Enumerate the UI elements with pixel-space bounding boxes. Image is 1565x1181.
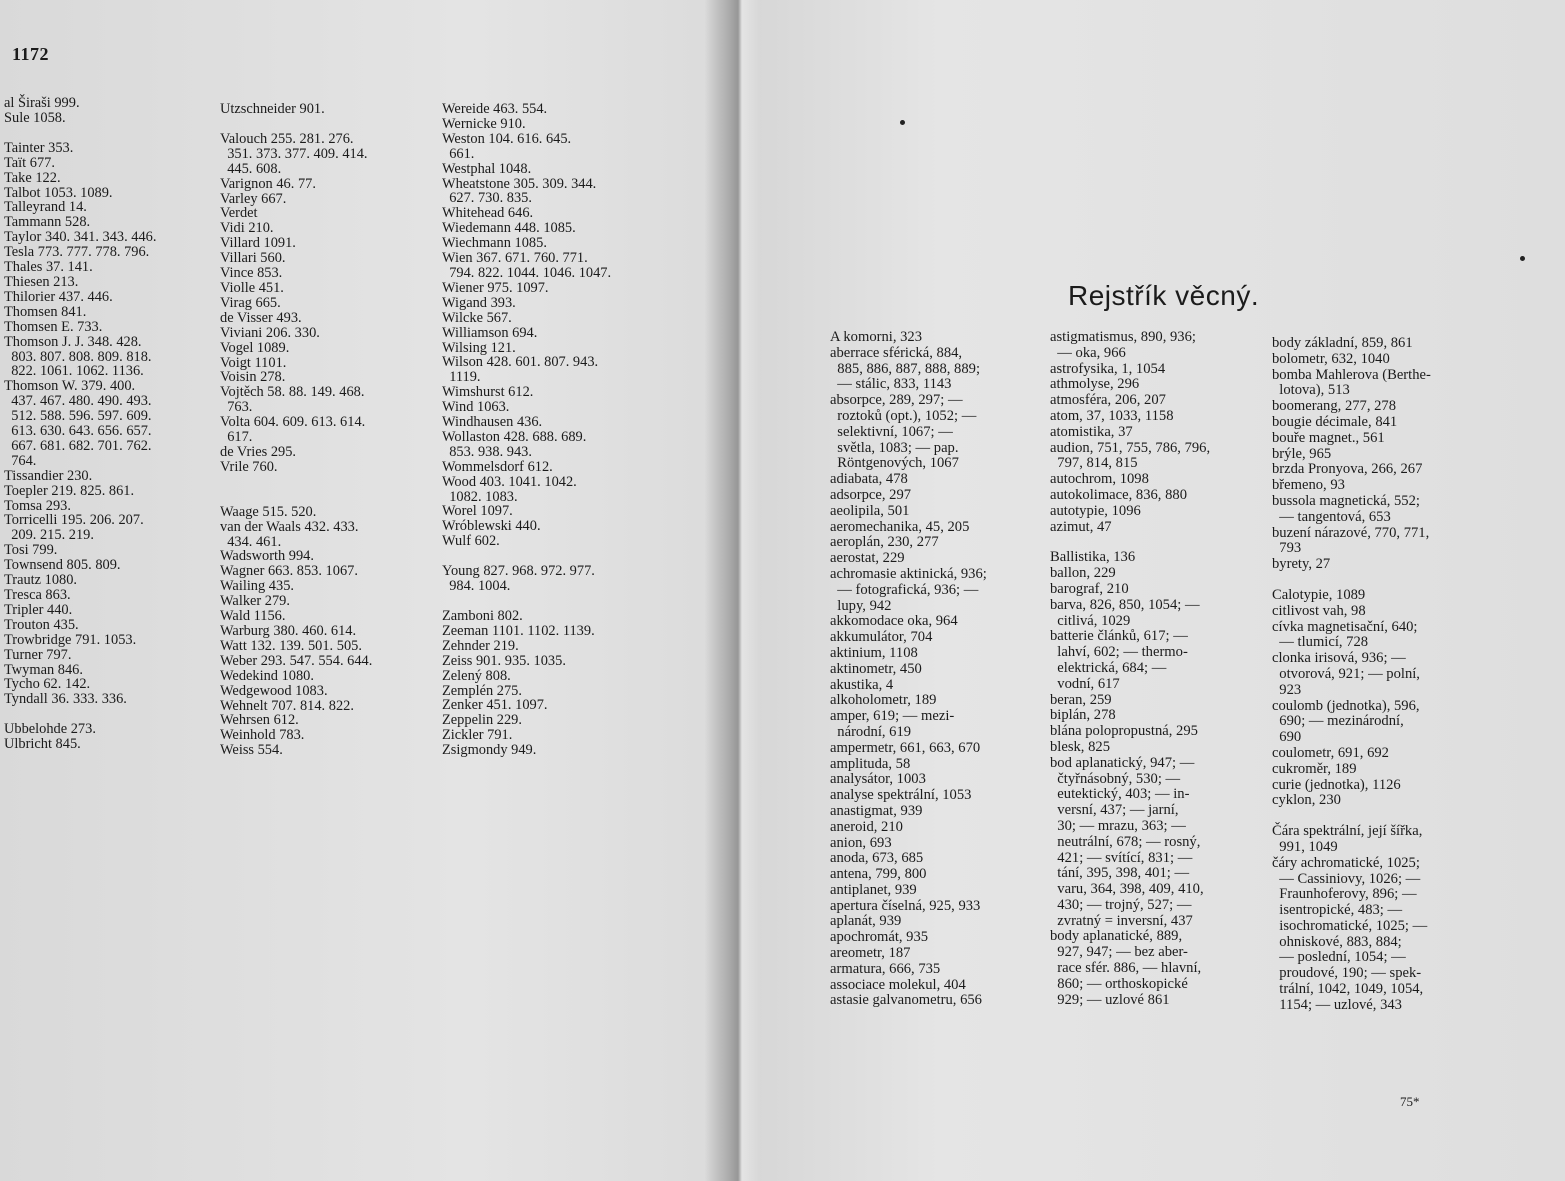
- index-entry: bolometr, 632, 1040: [1272, 350, 1390, 367]
- index-entry: antiplanet, 939: [830, 881, 917, 898]
- index-entry: Torricelli 195. 206. 207.: [4, 512, 144, 529]
- index-entry: 430; — trojný, 527; —: [1050, 896, 1192, 913]
- index-entry: Vince 853.: [220, 265, 283, 282]
- index-entry: A komorni, 323: [830, 329, 923, 345]
- index-entry: varu, 364, 398, 409, 410,: [1050, 881, 1204, 898]
- index-entry: Voigt 1101.: [220, 354, 287, 371]
- index-entry: 421; — svítící, 831; —: [1050, 849, 1193, 866]
- index-entry: roztoků (opt.), 1052; —: [830, 407, 977, 424]
- index-entry: Wilsing 121.: [442, 339, 516, 356]
- index-entry: Tesla 773. 777. 778. 796.: [4, 244, 150, 261]
- index-entry: 209. 215. 219.: [4, 527, 94, 544]
- index-entry: 434. 461.: [220, 533, 282, 550]
- index-entry: athmolyse, 296: [1050, 376, 1140, 393]
- index-entry: aplanát, 939: [830, 913, 902, 930]
- index-entry: amper, 619; — mezi-: [830, 708, 955, 725]
- index-entry: 1082. 1083.: [442, 488, 518, 505]
- index-entry: Wereide 463. 554.: [442, 101, 548, 117]
- index-entry: amplituda, 58: [830, 755, 911, 772]
- index-entry: Trouton 435.: [4, 616, 79, 633]
- index-entry: coulometr, 691, 692: [1272, 744, 1389, 761]
- index-entry: apochromát, 935: [830, 929, 929, 946]
- index-entry: — tangentová, 653: [1272, 508, 1391, 525]
- index-entry: Viviani 206. 330.: [220, 324, 320, 341]
- index-entry: 797, 814, 815: [1050, 455, 1138, 472]
- index-entry: cívka magnetisační, 640;: [1272, 618, 1418, 635]
- index-entry: astigmatismus, 890, 936;: [1050, 329, 1196, 345]
- index-entry: Wedekind 1080.: [220, 667, 314, 684]
- index-entry: Wilcke 567.: [442, 309, 512, 326]
- index-entry: byrety, 27: [1272, 556, 1331, 573]
- index-entry: Röntgenových, 1067: [830, 455, 959, 472]
- index-entry: autokolimace, 836, 880: [1050, 486, 1187, 503]
- index-entry: Tyndall 36. 333. 336.: [4, 691, 127, 708]
- entry-gap: [220, 475, 440, 490]
- index-entry: Vojtěch 58. 88. 149. 468.: [220, 384, 365, 401]
- index-entry: — stálic, 833, 1143: [830, 376, 952, 393]
- index-entry: armatura, 666, 735: [830, 960, 941, 977]
- index-entry: boomerang, 277, 278: [1272, 398, 1397, 415]
- index-entry: 661.: [442, 145, 475, 162]
- index-entry: biplán, 278: [1050, 707, 1116, 724]
- index-entry: Wiener 975. 1097.: [442, 279, 549, 296]
- index-entry: Windhausen 436.: [442, 414, 543, 431]
- index-entry: Thales 37. 141.: [4, 259, 93, 276]
- index-entry: 30; — mrazu, 363; —: [1050, 817, 1186, 834]
- index-entry: autotypie, 1096: [1050, 502, 1141, 519]
- index-entry: barograf, 210: [1050, 580, 1129, 597]
- index-entry: bussola magnetická, 552;: [1272, 492, 1420, 509]
- index-entry: lotova), 513: [1272, 382, 1350, 399]
- index-entry: barva, 826, 850, 1054; —: [1050, 596, 1200, 613]
- index-entry: 927, 947; — bez aber-: [1050, 944, 1188, 961]
- index-entry: al Širaši 999.: [4, 95, 80, 111]
- index-entry: Varignon 46. 77.: [220, 175, 316, 192]
- index-entry: 617.: [220, 429, 253, 446]
- index-entry: 991, 1049: [1272, 838, 1338, 855]
- index-entry: čáry achromatické, 1025;: [1272, 854, 1420, 871]
- index-entry: břemeno, 93: [1272, 477, 1345, 494]
- index-entry: 351. 373. 377. 409. 414.: [220, 145, 368, 162]
- index-entry: adiabata, 478: [830, 471, 908, 488]
- index-entry: Westphal 1048.: [442, 160, 532, 177]
- index-entry: Tainter 353.: [4, 139, 74, 156]
- index-entry: zvratný = inversní, 437: [1050, 912, 1193, 929]
- index-entry: ballon, 229: [1050, 565, 1116, 582]
- index-entry: Vogel 1089.: [220, 339, 290, 356]
- index-entry: 793: [1272, 540, 1302, 557]
- index-entry: Wagner 663. 853. 1067.: [220, 563, 358, 580]
- paper-speck: [900, 120, 905, 125]
- index-entry: Taylor 340. 341. 343. 446.: [4, 229, 157, 246]
- index-entry: race sfér. 886, — hlavní,: [1050, 960, 1202, 977]
- index-entry: Zeppelin 229.: [442, 712, 522, 729]
- index-entry: analysátor, 1003: [830, 771, 926, 788]
- index-entry: Wald 1156.: [220, 608, 286, 625]
- index-entry: Vidi 210.: [220, 220, 274, 237]
- subject-index-title: Rejstřík věcný.: [1068, 280, 1260, 311]
- index-entry: brzda Pronyova, 266, 267: [1272, 461, 1423, 478]
- index-entry: Wind 1063.: [442, 399, 510, 416]
- index-entry: anoda, 673, 685: [830, 850, 924, 867]
- index-entry: atomistika, 37: [1050, 423, 1133, 440]
- index-entry: — Cassiniovy, 1026; —: [1272, 870, 1421, 887]
- index-entry: Tomsa 293.: [4, 497, 71, 514]
- index-entry: 860; — orthoskopické: [1050, 975, 1188, 992]
- index-entry: Weiss 554.: [220, 742, 283, 759]
- index-entry: atom, 37, 1033, 1158: [1050, 407, 1174, 424]
- index-entry: Wailing 435.: [220, 578, 294, 595]
- index-entry: citlivost vah, 98: [1272, 602, 1366, 619]
- index-entry: cukroměr, 189: [1272, 760, 1357, 777]
- index-entry: Worel 1097.: [442, 503, 513, 520]
- index-entry: Weinhold 783.: [220, 727, 305, 744]
- index-entry: 763.: [220, 399, 253, 416]
- index-entry: Čára spektrální, její šířka,: [1272, 823, 1423, 840]
- index-entry: Wehnelt 707. 814. 822.: [220, 697, 354, 714]
- index-entry: Sule 1058.: [4, 109, 66, 126]
- index-entry: Weber 293. 547. 554. 644.: [220, 652, 373, 669]
- index-entry: Volta 604. 609. 613. 614.: [220, 414, 366, 431]
- index-entry: brýle, 965: [1272, 445, 1332, 462]
- index-entry: Waage 515. 520.: [220, 503, 317, 520]
- index-entry: aneroid, 210: [830, 818, 903, 835]
- index-entry: coulomb (jednotka), 596,: [1272, 697, 1420, 714]
- index-entry: van der Waals 432. 433.: [220, 518, 359, 535]
- index-entry: batterie článků, 617; —: [1050, 628, 1188, 645]
- index-entry: Fraunhoferovy, 896; —: [1272, 886, 1417, 903]
- entry-gap: [442, 549, 682, 564]
- index-entry: Williamson 694.: [442, 324, 538, 341]
- index-entry: analyse spektrální, 1053: [830, 787, 972, 804]
- index-entry: blesk, 825: [1050, 738, 1110, 755]
- entry-gap: [1272, 809, 1494, 824]
- index-entry: aktinium, 1108: [830, 644, 918, 661]
- index-entry: astasie galvanometru, 656: [830, 992, 982, 1009]
- index-entry: 822. 1061. 1062. 1136.: [4, 363, 144, 380]
- index-entry: Wommelsdorf 612.: [442, 458, 553, 475]
- index-entry: autochrom, 1098: [1050, 471, 1149, 488]
- index-entry: bod aplanatický, 947; —: [1050, 754, 1195, 771]
- index-entry: 613. 630. 643. 656. 657.: [4, 423, 152, 440]
- index-entry: aeroplán, 230, 277: [830, 534, 939, 551]
- index-entry: Verdet: [220, 205, 258, 222]
- index-entry: isochromatické, 1025; —: [1272, 917, 1428, 934]
- index-entry: trální, 1042, 1049, 1054,: [1272, 981, 1424, 998]
- index-entry: Take 122.: [4, 169, 61, 186]
- index-entry: Zehnder 219.: [442, 637, 519, 654]
- index-entry: — oka, 966: [1050, 344, 1126, 361]
- index-entry: anion, 693: [830, 834, 892, 851]
- index-entry: Watt 132. 139. 501. 505.: [220, 637, 362, 654]
- index-entry: 794. 822. 1044. 1046. 1047.: [442, 264, 612, 281]
- subject-index-column-3: [1272, 336, 1494, 1014]
- index-entry: curie (jednotka), 1126: [1272, 776, 1401, 793]
- index-entry: 803. 807. 808. 809. 818.: [4, 348, 152, 365]
- index-entry: Trowbridge 791. 1053.: [4, 631, 137, 648]
- index-entry: cyklon, 230: [1272, 792, 1341, 809]
- index-entry: akkumulátor, 704: [830, 629, 933, 646]
- index-entry: Zeeman 1101. 1102. 1139.: [442, 622, 595, 639]
- index-entry: Wheatstone 305. 309. 344.: [442, 175, 597, 192]
- book-gutter: [720, 0, 760, 1181]
- index-entry: elektrická, 684; —: [1050, 659, 1167, 676]
- index-entry: absorpce, 289, 297; —: [830, 392, 963, 409]
- index-entry: citlivá, 1029: [1050, 612, 1131, 629]
- index-entry: akustika, 4: [830, 676, 894, 693]
- index-entry: Voisin 278.: [220, 369, 286, 386]
- index-entry: akkomodace oka, 964: [830, 613, 958, 630]
- index-entry: Wadsworth 994.: [220, 548, 314, 565]
- index-entry: body aplanatické, 889,: [1050, 928, 1183, 945]
- index-entry: bouře magnet., 561: [1272, 429, 1385, 446]
- index-entry: Whitehead 646.: [442, 205, 534, 222]
- index-entry: neutrální, 678; — rosný,: [1050, 833, 1201, 850]
- index-entry: alkoholometr, 189: [830, 692, 937, 709]
- index-entry: tání, 395, 398, 401; —: [1050, 865, 1190, 882]
- index-entry: 1154; — uzlové, 343: [1272, 996, 1402, 1013]
- index-entry: Zenker 451. 1097.: [442, 697, 548, 714]
- index-entry: — poslední, 1054; —: [1272, 949, 1406, 966]
- printer-signature: 75*: [1400, 1094, 1420, 1109]
- index-entry: eutektický, 403; — in-: [1050, 786, 1190, 803]
- index-entry: světla, 1083; — pap.: [830, 439, 959, 456]
- index-entry: adsorpce, 297: [830, 486, 912, 503]
- index-entry: Townsend 805. 809.: [4, 557, 121, 574]
- index-entry: de Vries 295.: [220, 443, 297, 460]
- index-entry: Talbot 1053. 1089.: [4, 184, 113, 201]
- index-entry: Trautz 1080.: [4, 572, 78, 589]
- entry-gap: [442, 594, 682, 609]
- index-entry: Zickler 791.: [442, 727, 513, 744]
- index-entry: selektivní, 1067; —: [830, 423, 953, 440]
- index-entry: antena, 799, 800: [830, 866, 927, 883]
- entry-gap: [220, 117, 440, 132]
- index-entry: Wimshurst 612.: [442, 384, 534, 401]
- paper-speck: [1520, 256, 1525, 261]
- index-entry: aeromechanika, 45, 205: [830, 518, 970, 535]
- index-entry: ohniskové, 883, 884;: [1272, 933, 1402, 950]
- index-entry: ampermetr, 661, 663, 670: [830, 739, 981, 756]
- index-entry: Wedgewood 1083.: [220, 682, 328, 699]
- index-entry: Valouch 255. 281. 276.: [220, 130, 354, 147]
- index-entry: Weston 104. 616. 645.: [442, 130, 572, 147]
- index-entry: Ulbricht 845.: [4, 736, 81, 753]
- index-entry: aeolipila, 501: [830, 502, 910, 519]
- index-entry: Wilson 428. 601. 807. 943.: [442, 354, 599, 371]
- index-entry: aktinometr, 450: [830, 660, 922, 677]
- index-entry: Talleyrand 14.: [4, 199, 87, 216]
- index-entry: Thilorier 437. 446.: [4, 288, 113, 305]
- index-entry: Varley 667.: [220, 190, 287, 207]
- index-entry: achromasie aktinická, 936;: [830, 565, 987, 582]
- index-entry: Ubbelohde 273.: [4, 721, 96, 738]
- index-entry: Wulf 602.: [442, 533, 500, 550]
- index-entry: Wiechmann 1085.: [442, 235, 547, 252]
- index-entry: atmosféra, 206, 207: [1050, 392, 1166, 409]
- index-entry: Violle 451.: [220, 279, 284, 296]
- index-entry: 627. 730. 835.: [442, 190, 532, 207]
- index-entry: Tripler 440.: [4, 601, 73, 618]
- index-entry: — tlumicí, 728: [1272, 634, 1369, 651]
- index-entry: Zelený 808.: [442, 667, 511, 684]
- index-entry: Ballistika, 136: [1050, 549, 1136, 566]
- index-entry: Thiesen 213.: [4, 273, 79, 290]
- index-entry: blána polopropustná, 295: [1050, 723, 1198, 740]
- entry-gap: [1272, 573, 1494, 588]
- index-entry: Villari 560.: [220, 250, 286, 267]
- index-entry: apertura číselná, 925, 933: [830, 897, 981, 914]
- index-entry: Twyman 846.: [4, 661, 83, 678]
- index-entry: Zsigmondy 949.: [442, 742, 537, 759]
- index-entry: aberrace sférická, 884,: [830, 344, 963, 361]
- index-entry: versní, 437; — jarní,: [1050, 802, 1179, 819]
- index-entry: Wien 367. 671. 760. 771.: [442, 250, 588, 267]
- index-entry: Zamboni 802.: [442, 608, 523, 624]
- name-index-column-2: [220, 102, 440, 758]
- index-entry: 437. 467. 480. 490. 493.: [4, 393, 152, 410]
- index-entry: Walker 279.: [220, 593, 290, 610]
- entry-gap: [4, 126, 214, 141]
- index-entry: audion, 751, 755, 786, 796,: [1050, 439, 1211, 456]
- index-entry: otvorová, 921; — polní,: [1272, 665, 1420, 682]
- index-entry: lahví, 602; — thermo-: [1050, 644, 1188, 661]
- index-entry: Virag 665.: [220, 294, 281, 311]
- index-entry: Vrile 760.: [220, 458, 278, 475]
- index-entry: 984. 1004.: [442, 578, 511, 595]
- index-entry: 690: [1272, 729, 1302, 746]
- index-entry: azimut, 47: [1050, 518, 1112, 535]
- index-entry: 853. 938. 943.: [442, 443, 532, 460]
- index-entry: aerostat, 229: [830, 550, 905, 567]
- index-entry: Calotypie, 1089: [1272, 586, 1366, 603]
- index-entry: Wollaston 428. 688. 689.: [442, 428, 587, 445]
- index-entry: Tissandier 230.: [4, 467, 93, 484]
- index-entry: proudové, 190; — spek-: [1272, 965, 1422, 982]
- index-entry: 923: [1272, 681, 1302, 698]
- index-entry: Wróblewski 440.: [442, 518, 541, 535]
- subject-index-column-1: [830, 330, 1052, 1009]
- index-entry: clonka irisová, 936; —: [1272, 650, 1406, 667]
- index-entry: anastigmat, 939: [830, 802, 923, 819]
- index-entry: 1119.: [442, 369, 481, 386]
- index-entry: 764.: [4, 452, 37, 469]
- index-entry: beran, 259: [1050, 691, 1112, 708]
- index-entry: Thomson W. 379. 400.: [4, 378, 136, 395]
- index-entry: 445. 608.: [220, 160, 282, 177]
- index-entry: areometr, 187: [830, 945, 911, 962]
- index-entry: Villard 1091.: [220, 235, 296, 252]
- index-entry: Toepler 219. 825. 861.: [4, 482, 135, 499]
- subject-index-column-2: [1050, 330, 1272, 1008]
- index-entry: Taït 677.: [4, 154, 55, 171]
- index-entry: Turner 797.: [4, 646, 72, 663]
- index-entry: 512. 588. 596. 597. 609.: [4, 408, 152, 425]
- name-index-column-3: [442, 102, 682, 758]
- index-entry: Zeiss 901. 935. 1035.: [442, 652, 566, 669]
- index-entry: Tycho 62. 142.: [4, 676, 91, 693]
- index-entry: Wehrsen 612.: [220, 712, 299, 729]
- index-entry: Wernicke 910.: [442, 115, 526, 132]
- entry-gap: [1050, 535, 1272, 550]
- page-number: 1172: [12, 44, 50, 64]
- index-entry: body základní, 859, 861: [1272, 335, 1413, 351]
- index-entry: 667. 681. 682. 701. 762.: [4, 437, 152, 454]
- index-entry: Thomsen 841.: [4, 303, 87, 320]
- index-entry: Zemplén 275.: [442, 682, 522, 699]
- index-entry: 885, 886, 887, 888, 889;: [830, 360, 980, 377]
- index-entry: Tammann 528.: [4, 214, 91, 231]
- index-entry: Thomson J. J. 348. 428.: [4, 333, 142, 350]
- index-entry: buzení nárazové, 770, 771,: [1272, 524, 1430, 541]
- index-entry: čtyřnásobný, 530; —: [1050, 770, 1181, 787]
- index-entry: astrofysika, 1, 1054: [1050, 360, 1166, 377]
- index-entry: Wiedemann 448. 1085.: [442, 220, 576, 237]
- index-entry: Wood 403. 1041. 1042.: [442, 473, 577, 490]
- index-entry: Thomsen E. 733.: [4, 318, 103, 335]
- index-entry: 929; — uzlové 861: [1050, 991, 1170, 1008]
- index-entry: de Visser 493.: [220, 309, 302, 326]
- index-entry: isentropické, 483; —: [1272, 902, 1403, 919]
- name-index-column-1: [4, 96, 214, 752]
- index-entry: lupy, 942: [830, 597, 892, 614]
- entry-gap: [220, 490, 440, 505]
- index-entry: národní, 619: [830, 723, 912, 740]
- index-entry: Tosi 799.: [4, 542, 58, 559]
- index-entry: — fotografická, 936; —: [830, 581, 979, 598]
- index-entry: vodní, 617: [1050, 675, 1120, 692]
- index-entry: Young 827. 968. 972. 977.: [442, 563, 595, 580]
- entry-gap: [4, 707, 214, 722]
- index-entry: Warburg 380. 460. 614.: [220, 623, 357, 639]
- index-entry: Wigand 393.: [442, 294, 516, 311]
- index-entry: Tresca 863.: [4, 587, 71, 603]
- index-entry: 690; — mezinárodní,: [1272, 713, 1404, 730]
- index-entry: Utzschneider 901.: [220, 101, 325, 117]
- index-entry: associace molekul, 404: [830, 976, 966, 993]
- index-entry: bomba Mahlerova (Berthe-: [1272, 366, 1431, 383]
- index-entry: bougie décimale, 841: [1272, 413, 1398, 430]
